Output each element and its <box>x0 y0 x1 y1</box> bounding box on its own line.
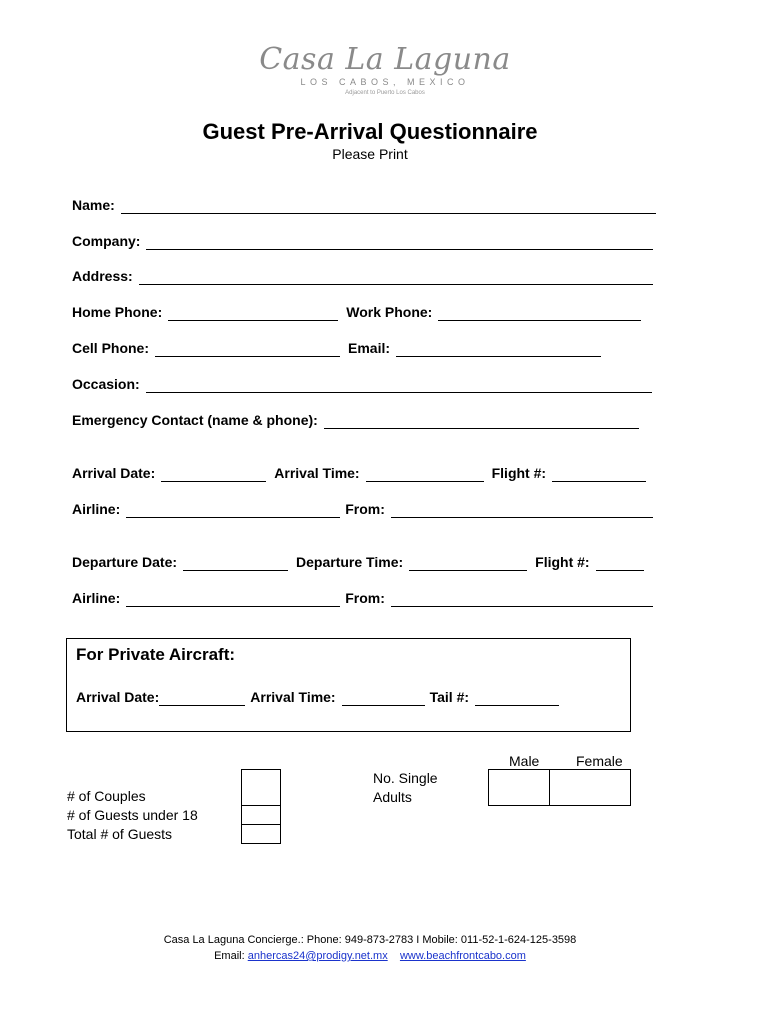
logo-name: Casa La Laguna <box>259 42 511 77</box>
cell-phone-field[interactable] <box>155 341 340 357</box>
under-18-label: # of Guests under 18 <box>67 807 198 823</box>
emergency-row <box>72 409 639 429</box>
address-row <box>72 265 653 285</box>
private-aircraft-row <box>76 686 559 706</box>
departure-airline-field[interactable] <box>126 591 340 607</box>
departure-time-field[interactable] <box>409 555 527 571</box>
arrival-airline-field[interactable] <box>126 502 340 518</box>
logo-subtitle: LOS CABOS, MEXICO <box>300 77 470 87</box>
arrival-flight-label: Flight #: <box>491 465 547 481</box>
total-guests-box[interactable] <box>241 824 281 844</box>
footer-email-link[interactable]: anhercas24@prodigy.net.mx <box>247 950 388 962</box>
cell-email-row <box>72 337 601 357</box>
departure-row <box>72 551 644 571</box>
male-label: Male <box>509 753 540 769</box>
arrival-row <box>72 462 646 482</box>
departure-date-label: Departure Date: <box>72 554 178 570</box>
male-box[interactable] <box>488 769 550 806</box>
work-phone-label: Work Phone: <box>346 304 433 320</box>
arrival-from-field[interactable] <box>391 502 653 518</box>
arrival-date-label: Arrival Date: <box>72 465 156 481</box>
name-row <box>72 194 656 214</box>
female-label: Female <box>576 753 623 769</box>
female-box[interactable] <box>549 769 631 806</box>
emergency-label: Emergency Contact (name & phone): <box>72 412 318 428</box>
footer-website-link[interactable]: www.beachfrontcabo.com <box>399 950 526 962</box>
work-phone-field[interactable] <box>438 305 641 321</box>
departure-airline-label: Airline: <box>72 590 121 606</box>
departure-from-label: From: <box>345 590 385 606</box>
company-label: Company: <box>72 233 141 249</box>
occasion-label: Occasion: <box>72 376 140 392</box>
page-subtitle: Please Print <box>332 146 408 162</box>
arrival-date-field[interactable] <box>161 466 266 482</box>
departure-time-label: Departure Time: <box>296 554 404 570</box>
under-18-box[interactable] <box>241 805 281 825</box>
occasion-field[interactable] <box>146 377 652 393</box>
arrival-airline-row <box>72 498 653 518</box>
couples-label: # of Couples <box>67 788 146 804</box>
tail-number-label: Tail #: <box>429 689 470 705</box>
email-field[interactable] <box>396 341 601 357</box>
phone-row <box>72 301 641 321</box>
departure-date-field[interactable] <box>183 555 288 571</box>
private-arrival-time-label: Arrival Time: <box>250 689 336 705</box>
departure-flight-label: Flight #: <box>535 554 590 570</box>
private-arrival-date-field[interactable] <box>159 690 245 706</box>
company-field[interactable] <box>146 234 653 250</box>
company-row <box>72 230 653 250</box>
private-arrival-time-field[interactable] <box>342 690 425 706</box>
arrival-from-label: From: <box>345 501 385 517</box>
departure-flight-field[interactable] <box>596 555 644 571</box>
total-guests-label: Total # of Guests <box>67 826 173 842</box>
page-title: Guest Pre-Arrival Questionnaire <box>202 119 538 144</box>
address-label: Address: <box>72 268 133 284</box>
private-aircraft-title: For Private Aircraft: <box>76 645 236 664</box>
arrival-time-field[interactable] <box>366 466 484 482</box>
arrival-time-label: Arrival Time: <box>274 465 360 481</box>
arrival-flight-field[interactable] <box>552 466 646 482</box>
email-label: Email: <box>348 340 391 356</box>
address-field[interactable] <box>139 269 653 285</box>
emergency-field[interactable] <box>324 413 639 429</box>
departure-from-field[interactable] <box>391 591 653 607</box>
home-phone-field[interactable] <box>168 305 338 321</box>
occasion-row <box>72 373 652 393</box>
footer-email-label: Email: <box>214 950 245 962</box>
tail-number-field[interactable] <box>475 690 559 706</box>
footer-links <box>0 948 740 964</box>
departure-airline-row <box>72 587 653 607</box>
name-label: Name: <box>72 197 115 213</box>
private-arrival-date-label: Arrival Date: <box>76 689 160 705</box>
home-phone-label: Home Phone: <box>72 304 163 320</box>
name-field[interactable] <box>121 198 656 214</box>
couples-box[interactable] <box>241 769 281 806</box>
footer-contact: Casa La Laguna Concierge.: Phone: 949-873-2783 I Mobile: 011-52-1-624-125-3598 <box>163 934 577 946</box>
logo <box>0 42 770 98</box>
single-adults-label: No. Single Adults <box>373 770 438 805</box>
logo-tagline: Adjacent to Puerto Los Cabos <box>345 90 425 96</box>
cell-phone-label: Cell Phone: <box>72 340 150 356</box>
arrival-airline-label: Airline: <box>72 501 121 517</box>
